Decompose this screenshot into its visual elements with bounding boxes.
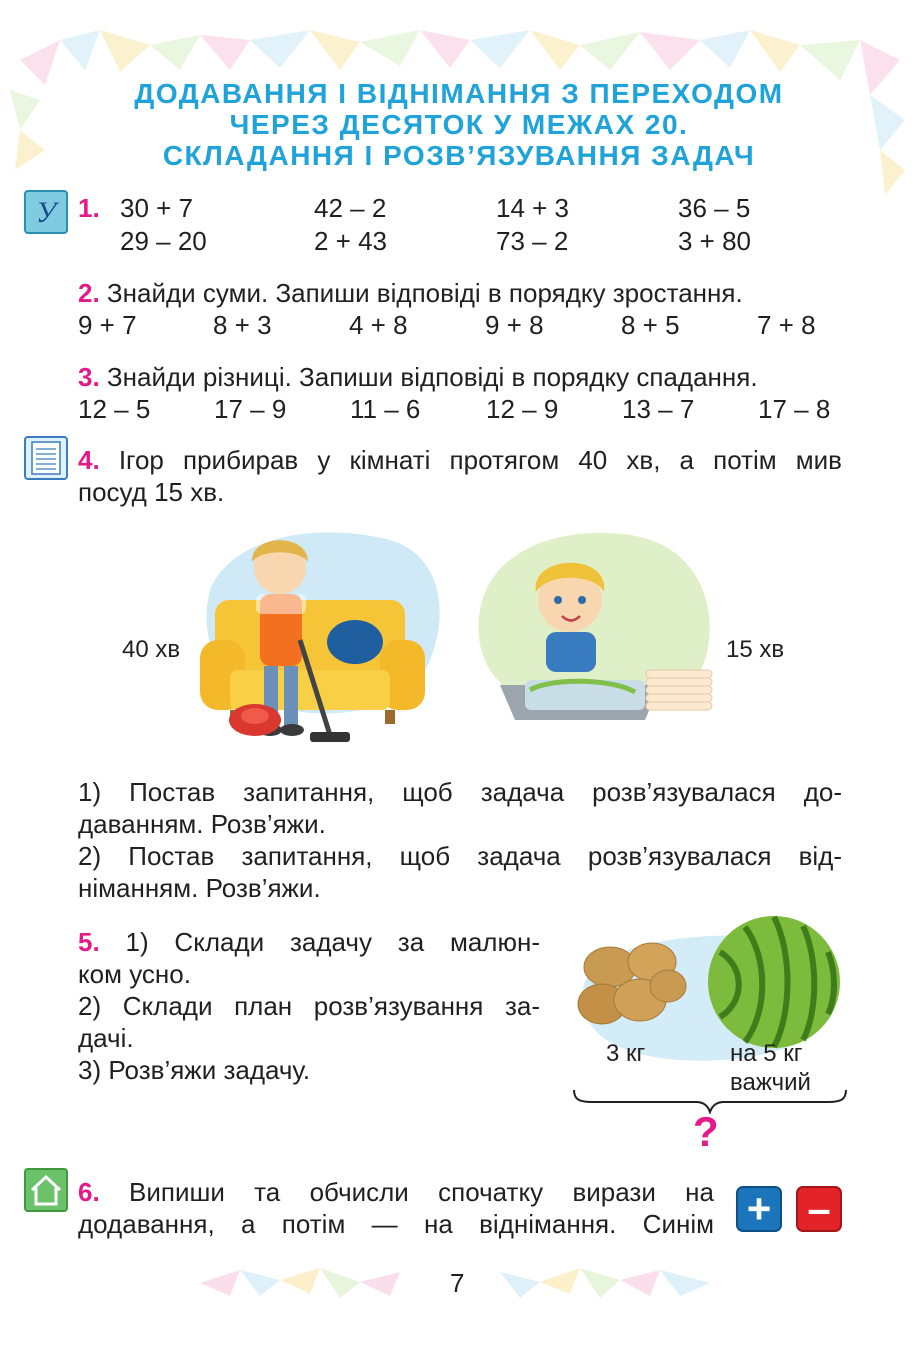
task1-number: 1. bbox=[78, 193, 100, 223]
task5-line5: 3) Розв’яжи задачу. bbox=[78, 1055, 311, 1085]
task4-text-line1: Ігор прибирав у кімнаті протягом 40 хв, а потім мив bbox=[118, 445, 842, 475]
task4-number: 4. bbox=[78, 445, 100, 475]
page-number: 7 bbox=[450, 1268, 465, 1298]
svg-text:У: У bbox=[36, 196, 57, 229]
task2-item: 8 + 5 bbox=[621, 310, 680, 340]
watermelon-label-line2: важчий bbox=[730, 1069, 811, 1096]
task3-item: 11 – 6 bbox=[350, 394, 421, 424]
task1-item: 14 + 3 bbox=[496, 193, 570, 223]
task1-item: 36 – 5 bbox=[678, 193, 751, 223]
task1-item: 30 + 7 bbox=[120, 193, 194, 223]
task2-number: 2. bbox=[78, 278, 100, 308]
watermelon-label-line1: на 5 кг bbox=[730, 1040, 803, 1067]
minus-sign-icon: – bbox=[796, 1186, 842, 1232]
task4-question2-line2: німанням. Розв’яжи. bbox=[78, 873, 321, 903]
task1-item: 42 – 2 bbox=[314, 193, 387, 223]
task3-item: 13 – 7 bbox=[622, 394, 695, 424]
task3-item: 17 – 9 bbox=[214, 394, 287, 424]
task2-item: 9 + 8 bbox=[485, 310, 544, 340]
title-line-1: ДОДАВАННЯ І ВІДНІМАННЯ З ПЕРЕХОДОМ bbox=[134, 78, 784, 109]
title-line-3: СКЛАДАННЯ І РОЗВ’ЯЗУВАННЯ ЗАДАЧ bbox=[162, 140, 756, 171]
task3-item: 12 – 5 bbox=[78, 394, 151, 424]
task4-question1-line1: 1) Постав запитання, щоб задача розв’язувалася до- bbox=[78, 777, 842, 807]
task2-item: 7 + 8 bbox=[757, 310, 816, 340]
potatoes-weight-label: 3 кг bbox=[606, 1040, 646, 1067]
home-icon bbox=[24, 1168, 68, 1212]
task6-line2: додавання, а потім — на віднімання. Синім bbox=[78, 1209, 714, 1239]
plus-sign-icon: + bbox=[736, 1186, 782, 1232]
task1-item: 29 – 20 bbox=[120, 226, 207, 256]
task5-line3: 2) Склади план розв’язування за- bbox=[78, 991, 540, 1021]
task3-text: Знайди різниці. Запиши відповіді в порядку спадання. bbox=[106, 362, 758, 392]
task4-question2-line1: 2) Постав запитання, щоб задача розв’язувалася від- bbox=[78, 841, 842, 871]
task5-number: 5. bbox=[78, 927, 100, 957]
task1-item: 2 + 43 bbox=[314, 226, 388, 256]
task6-line1: Випиши та обчисли спочатку вирази на bbox=[129, 1177, 714, 1207]
boy-vacuuming-illustration bbox=[190, 520, 450, 760]
task1-item: 3 + 80 bbox=[678, 226, 752, 256]
page-title bbox=[60, 78, 858, 171]
task1-item: 73 – 2 bbox=[496, 226, 569, 256]
question-mark: ? bbox=[693, 1108, 719, 1155]
task5-line4: дачі. bbox=[78, 1023, 134, 1053]
task6-number: 6. bbox=[78, 1177, 100, 1207]
task2-item: 9 + 7 bbox=[78, 310, 137, 340]
cursive-letter-icon bbox=[24, 190, 68, 234]
time-label-right: 15 хв bbox=[726, 636, 785, 663]
title-line-2: ЧЕРЕЗ ДЕСЯТОК У МЕЖАХ 20. bbox=[229, 109, 689, 140]
task5-line1: 1) Склади задачу за малюн- bbox=[125, 927, 540, 957]
boy-washing-dishes-illustration bbox=[470, 520, 720, 730]
task3-item: 12 – 9 bbox=[486, 394, 559, 424]
task5-line2: ком усно. bbox=[78, 959, 191, 989]
task4-question1-line2: даванням. Розв’яжи. bbox=[78, 809, 326, 839]
notebook-icon bbox=[24, 436, 68, 480]
task3-item: 17 – 8 bbox=[758, 394, 831, 424]
task4-text-line2: посуд 15 хв. bbox=[78, 477, 225, 507]
task2-item: 8 + 3 bbox=[213, 310, 272, 340]
task3-number: 3. bbox=[78, 362, 100, 392]
time-label-left: 40 хв bbox=[122, 636, 181, 663]
task2-text: Знайди суми. Запиши відповіді в порядку зростання. bbox=[106, 278, 743, 308]
task2-item: 4 + 8 bbox=[349, 310, 408, 340]
